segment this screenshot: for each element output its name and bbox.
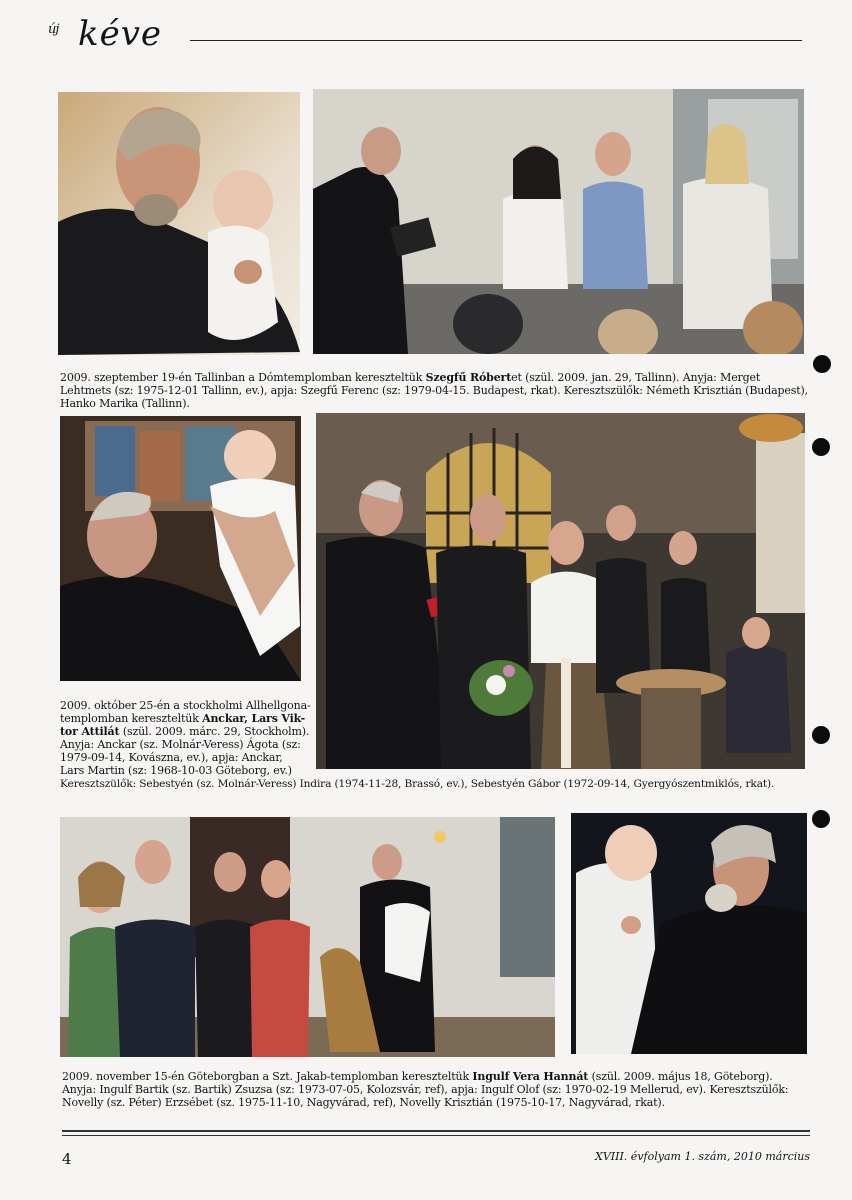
caption-1-name: Szegfű Róbert bbox=[425, 371, 512, 384]
photo-priest-lifting-baby bbox=[60, 416, 301, 681]
caption-3-text-end: (szül. 2009. május 18, Göteborg). Anyja: Ingulf Bartik (sz. Bartik) Zsuzsa (sz: 1973-07-05, Kolozsvár, ref), apja: Ingulf Olof (sz: 1970-02-19 Mellerud, ev). Keresztszülők: Novelly (sz. Péter) Erzsébet (sz. 1975-11-10, Nagyvárad, ref), Novelly Krisztián (1975-10-17, Nagyvárad, rkat). bbox=[62, 1070, 789, 1109]
masthead-title: kéve bbox=[78, 14, 163, 54]
caption-2-line-2 bbox=[60, 712, 315, 725]
footer-rule-top bbox=[62, 1130, 810, 1132]
photo-priest-with-baby-1 bbox=[58, 92, 300, 355]
caption-baptism-2 bbox=[60, 699, 315, 777]
photo-church-interior bbox=[316, 413, 805, 769]
caption-2-name-part-1: Anckar, Lars Vik- bbox=[202, 712, 306, 725]
caption-2-line-6: Lars Martin (sz: 1968-10-03 Göteborg, ev.) bbox=[60, 764, 292, 777]
caption-baptism-1 bbox=[60, 371, 808, 410]
footer-rule-bottom bbox=[62, 1135, 810, 1136]
caption-2-line-2-text: templomban kereszteltük bbox=[60, 712, 203, 725]
caption-3-text-start: 2009. november 15-én Göteborgban a Szt. Jakab-templomban kereszteltük bbox=[62, 1070, 473, 1083]
photo-family-group bbox=[60, 817, 555, 1057]
caption-1-text-start: 2009. szeptember 19-én Tallinban a Dómtemplomban kereszteltük bbox=[60, 371, 426, 384]
binder-hole-2 bbox=[812, 438, 830, 456]
caption-1-text-end: et (szül. 2009. jan. 29, Tallinn). Anyja: Merget Lehtmets (sz: 1975-12-01 Tallinn, ev.), apja: Szegfű Ferenc (sz: 1979-04-15. Budapest, rkat). Keresztszülők: Németh Krisztián (Budapest), Hanko Marika (Tallinn). bbox=[60, 371, 809, 410]
caption-2-line-1: 2009. október 25-én a stockholmi Allhellgona- bbox=[60, 699, 311, 712]
caption-2-line-5: 1979-09-14, Kovászna, ev.), apja: Anckar, bbox=[60, 751, 283, 764]
caption-2-line-3 bbox=[60, 725, 315, 738]
caption-2-name-part-2: tor Attilát bbox=[60, 725, 120, 738]
caption-3-name: Ingulf Vera Hannát bbox=[472, 1070, 589, 1083]
binder-hole-3 bbox=[812, 726, 830, 744]
issue-info: XVIII. évfolyam 1. szám, 2010 március bbox=[595, 1150, 810, 1163]
caption-baptism-3 bbox=[62, 1070, 810, 1109]
photo-priest-with-baby-2 bbox=[571, 813, 807, 1054]
page-number: 4 bbox=[62, 1150, 72, 1168]
photo-ceremony-group bbox=[313, 89, 804, 354]
binder-hole-1 bbox=[813, 355, 831, 373]
caption-2-line-4: Anyja: Anckar (sz. Molnár-Veress) Ágota (sz: bbox=[60, 738, 301, 751]
masthead-prefix: új bbox=[48, 22, 59, 37]
binder-hole-4 bbox=[812, 810, 830, 828]
caption-2-godparents: Keresztszülők: Sebestyén (sz. Molnár-Veress) Indira (1974-11-28, Brassó, ev.), Sebestyén Gábor (1972-09-14, Gyergyószentmiklós, rkat). bbox=[60, 778, 775, 790]
caption-2-line-3-text: (szül. 2009. márc. 29, Stockholm). bbox=[119, 725, 310, 738]
masthead-rule bbox=[190, 40, 802, 41]
